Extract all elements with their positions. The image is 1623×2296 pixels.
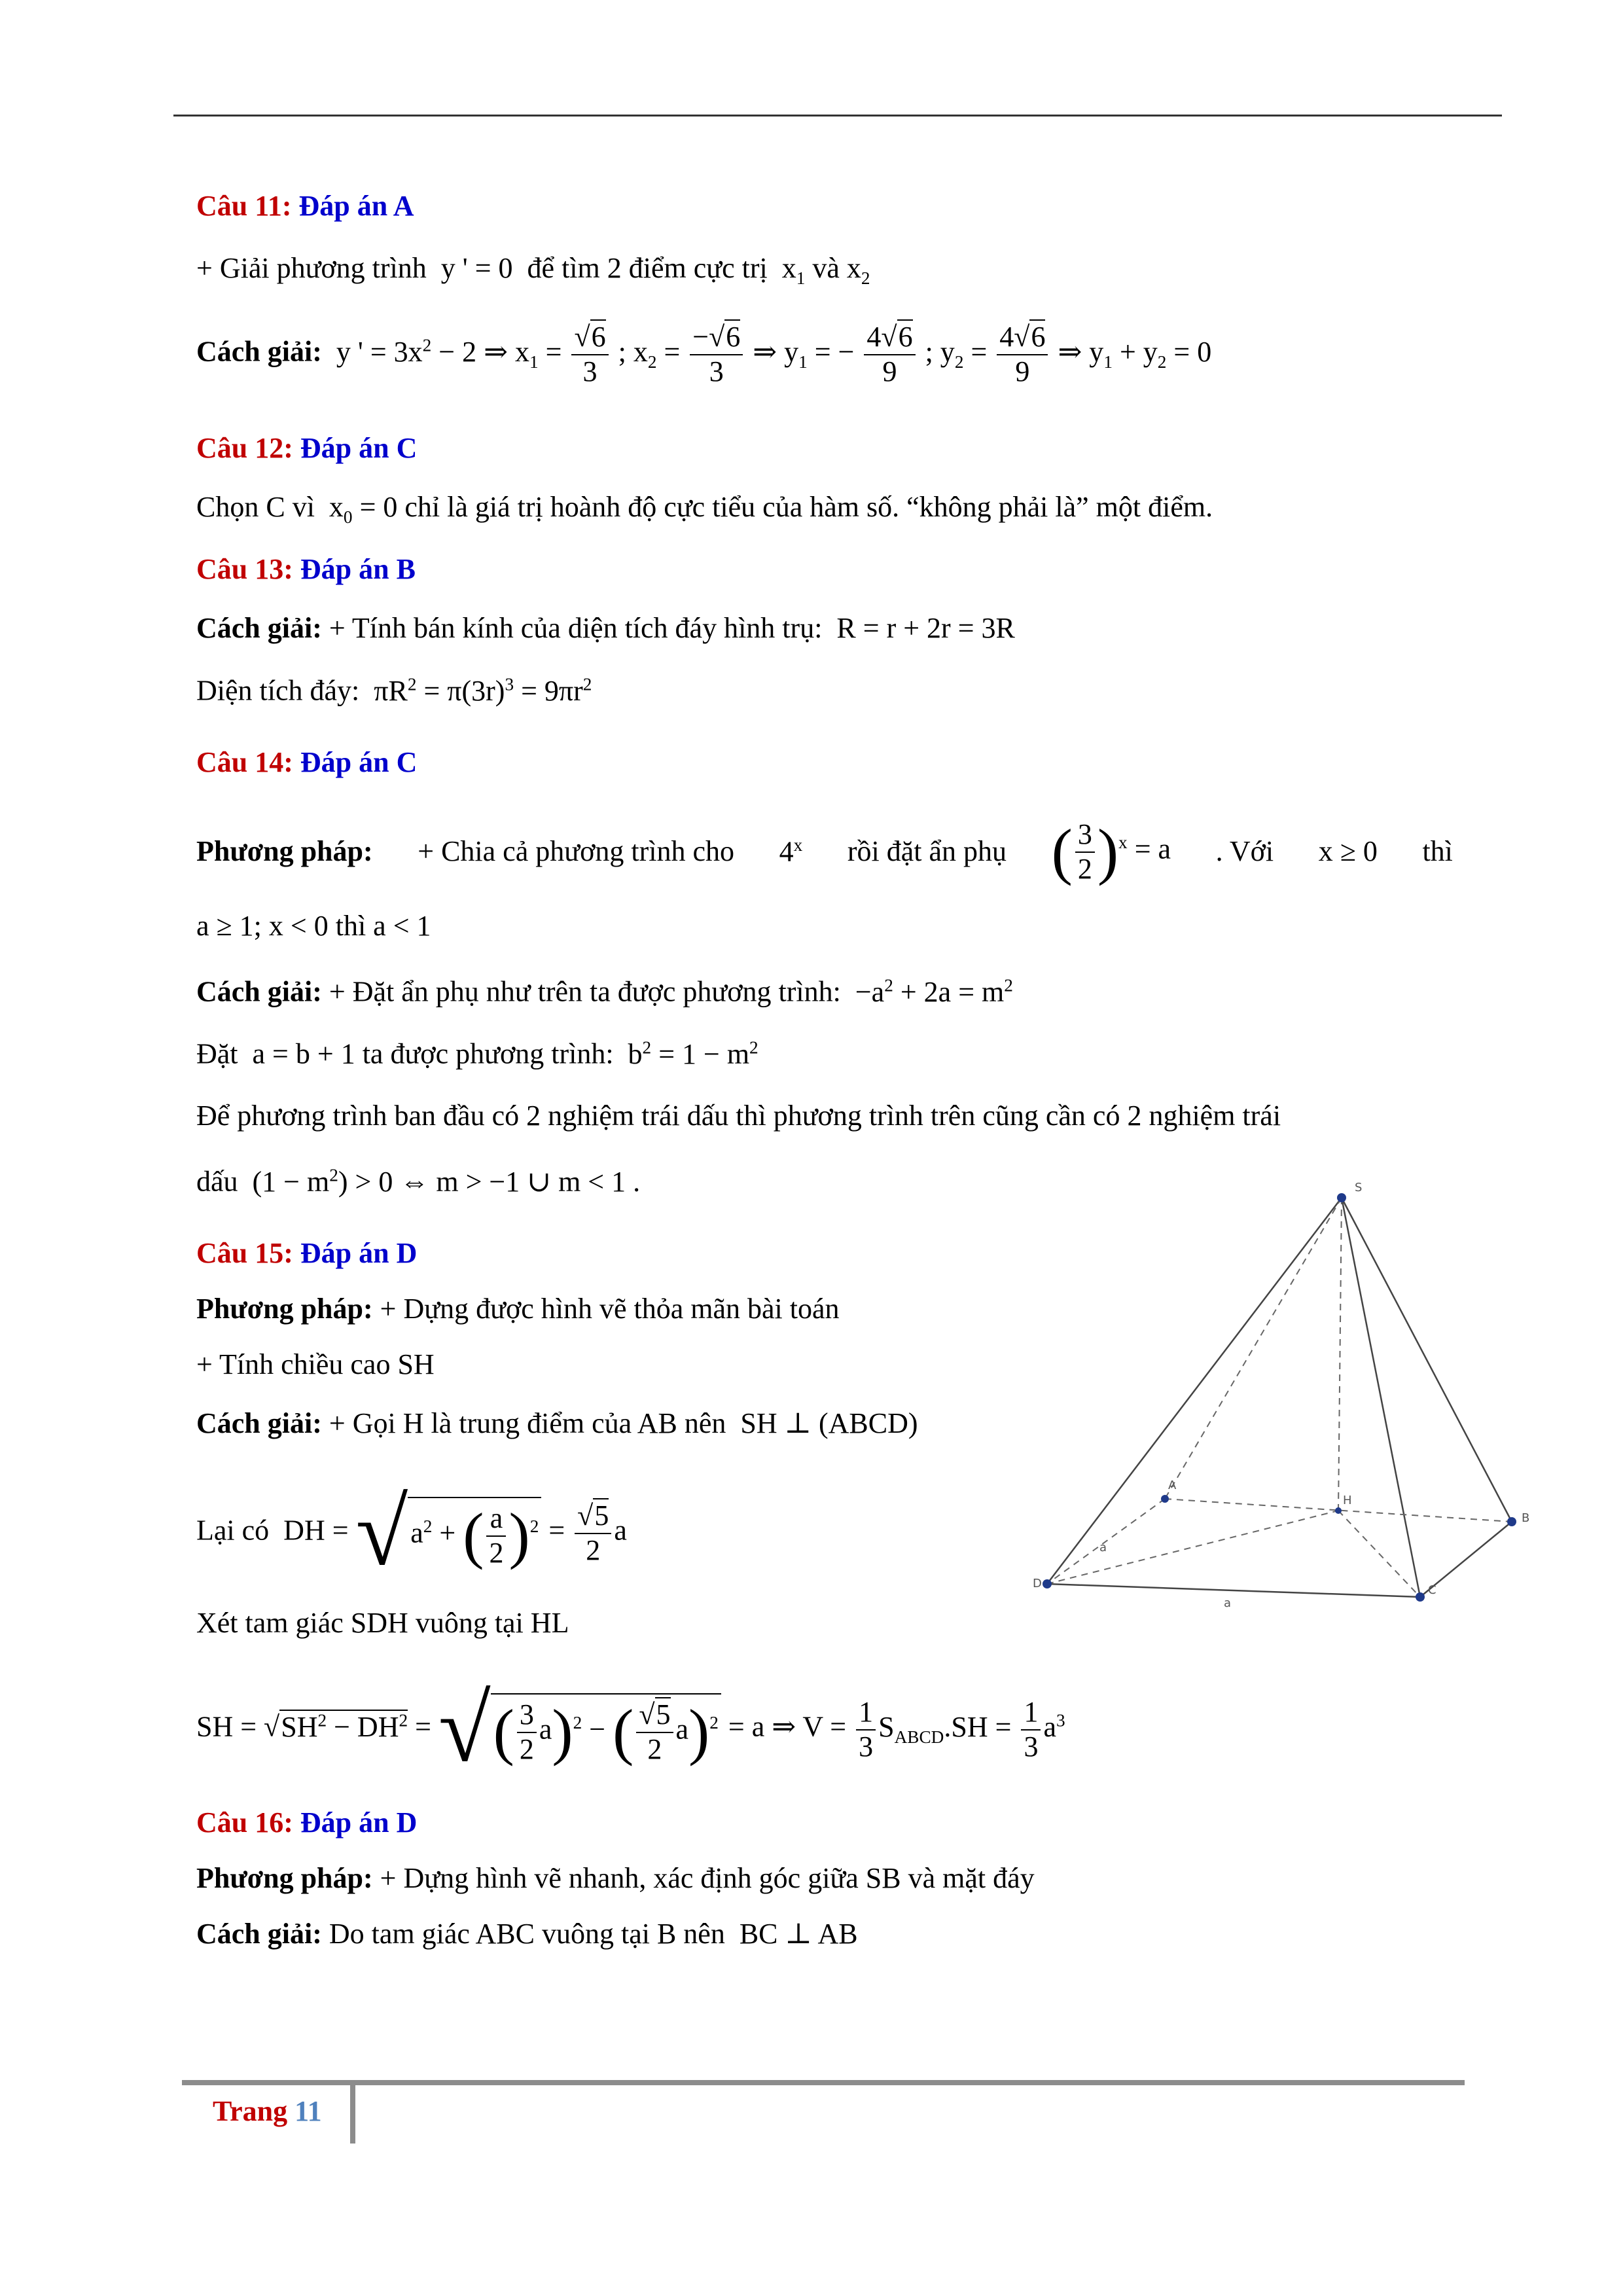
segment-dh (1047, 1511, 1338, 1584)
question-13-heading: Câu 13: Đáp án B (196, 553, 416, 585)
point-c (1416, 1592, 1425, 1602)
question-13-solution: Cách giải: + Tính bán kính của diện tích đáy hình trụ: R = r + 2r = 3R (196, 612, 1015, 644)
header-rule (173, 115, 1502, 117)
footer-divider (350, 2081, 355, 2144)
point-s (1337, 1193, 1346, 1202)
page-number: Trang 11 (213, 2095, 322, 2127)
edge-sa (1165, 1198, 1342, 1499)
question-14-substitution: Đặt a = b + 1 ta được phương trình: $b^2 = 1 - m^2$ (196, 1037, 758, 1070)
point-a (1161, 1495, 1169, 1503)
label-s: S (1355, 1181, 1363, 1194)
question-11-heading (196, 190, 414, 223)
question-16-method: Phương pháp: + Dựng hình vẽ nhanh, xác định góc giữa SB và mặt đáy (196, 1862, 1035, 1894)
question-14-explanation: Để phương trình ban đầu có 2 nghiệm trái dấu thì phương trình trên cũng cần có 2 nghiệm trái (196, 1100, 1281, 1132)
question-11-line-1: + Giải phương trình y ' = 0 để tìm 2 điểm cực trị $x_1$ và $x_2$ (196, 252, 870, 288)
label-b: B (1522, 1511, 1530, 1525)
point-h (1335, 1507, 1342, 1514)
question-12-heading: Câu 12: Đáp án C (196, 432, 418, 464)
label-h: H (1343, 1494, 1352, 1507)
question-15-dh: Lại có DH = $√a^2$ + ( $\frac{a}{2}$ )$^2$ = $\frac{√5}{2}$ a (196, 1480, 627, 1585)
answer-label: Đáp án A (298, 190, 414, 222)
segment-hc (1338, 1511, 1420, 1597)
question-11-solution: Cách giải: y ' = $3x^2 - 2$ ⇒ $x_1$ = $\frac{√6}{3}$ ; $x_2$ = $\frac{-√6}{3}$ ⇒ $y_1$ = − $\frac{4√6}{9}$ ; $y_2$ = $\frac{4√6}{9}$ ⇒ $y_1 + y_2 = 0$ (196, 321, 1212, 387)
question-14-condition: a ≥ 1; x < 0 thì a < 1 (196, 910, 431, 942)
label-edge-a-1: a (1099, 1541, 1107, 1554)
point-d (1043, 1579, 1052, 1588)
label-edge-a-2: a (1224, 1596, 1232, 1610)
edge-sc (1342, 1198, 1420, 1597)
question-15-sh: SH = $√SH^2 - DH^2$ = √( $\frac{3}{2}$ a)$^2$ − ( $\frac{√5}{2}$ a)$^2$ = a ⇒ V = $\frac{1}{3}$ $S_{ABCD}.SH$ = $\frac{1}{3}$ $a^3$ (196, 1677, 1065, 1782)
pyramid-figure (1027, 1165, 1551, 1610)
point-b (1507, 1517, 1516, 1526)
question-14-conclusion: dấu $(1 - m^2) > 0$ ⇔ m > −1 ∪ m < 1 . (196, 1165, 641, 1198)
edge-dc (1047, 1584, 1420, 1597)
question-15-triangle: Xét tam giác SDH vuông tại HL (196, 1607, 569, 1639)
question-title: Câu 11: (196, 190, 292, 222)
question-15-method: Phương pháp: + Dựng được hình vẽ thỏa mãn bài toán (196, 1293, 840, 1325)
question-15-solution: Cách giải: + Gọi H là trung điểm của AB nên SH ⊥ (ABCD) (196, 1407, 918, 1439)
label-d: D (1033, 1577, 1042, 1590)
question-15-method-2: + Tính chiều cao SH (196, 1348, 435, 1380)
question-14-heading: Câu 14: Đáp án C (196, 746, 418, 778)
label-a: A (1168, 1479, 1177, 1492)
footer-rule (182, 2080, 1465, 2085)
question-12-text: Chọn C vì $x_0 = 0$ chỉ là giá trị hoành độ cực tiểu của hàm số. “không phải là” một điểm. (196, 491, 1213, 527)
edge-sd (1047, 1198, 1342, 1584)
question-14-solution: Cách giải: + Đặt ẩn phụ như trên ta được phương trình: $-a^2 + 2a = m^2$ (196, 975, 1013, 1008)
question-15-heading: Câu 15: Đáp án D (196, 1237, 418, 1269)
question-13-area: Diện tích đáy: $\pi R^2 = \pi(3r)^3 = 9\pi r^2$ (196, 674, 592, 707)
height-sh (1338, 1198, 1342, 1511)
question-14-method: Phương pháp: + Chia cả phương trình cho 4$^x$ rồi đặt ẩn phụ ( $\frac{3}{2}$ )$^x$ = a . Với x ≥ 0 thì (196, 816, 1453, 887)
edge-sb (1342, 1198, 1512, 1522)
question-16-solution: Cách giải: Do tam giác ABC vuông tại B nên BC ⊥ AB (196, 1918, 858, 1950)
label-c: C (1428, 1583, 1436, 1597)
question-16-heading: Câu 16: Đáp án D (196, 1806, 418, 1839)
